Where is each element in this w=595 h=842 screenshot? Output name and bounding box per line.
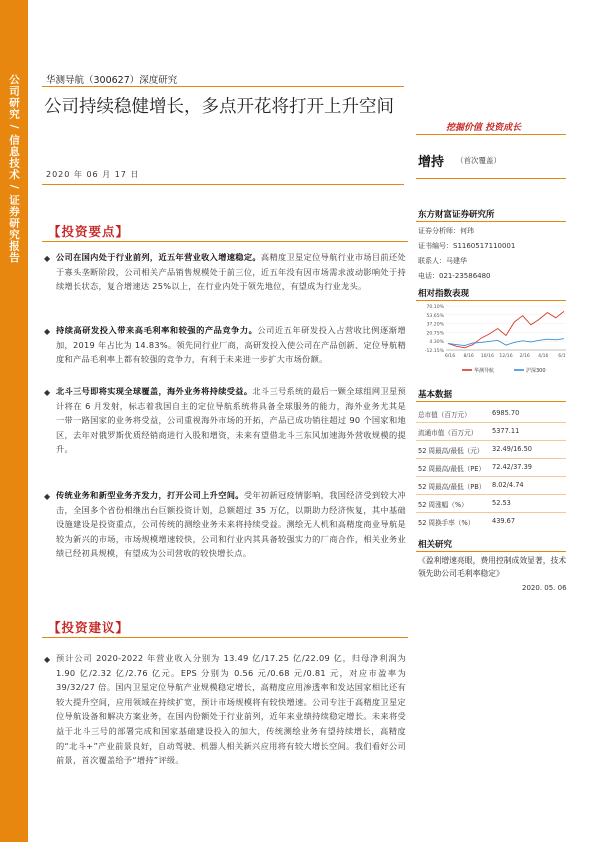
kv-divider (416, 440, 566, 441)
institute-divider (416, 221, 566, 222)
related-report-title[interactable]: 《盈利增速亮眼，费用控制成效显著，技术领先助公司毛利率稳定》 (418, 556, 567, 578)
list-item (44, 323, 406, 367)
page-title: 公司持续稳健增长，多点开花将打开上升空间 (44, 97, 394, 117)
chart-heading: 相对指数表现 (418, 289, 470, 299)
invest-points-title: 【投资要点】 (48, 224, 130, 239)
kv-divider (416, 494, 566, 495)
basic-data-divider (416, 401, 566, 402)
y-tick-label: 4.30% (429, 340, 444, 346)
kv-divider (416, 458, 566, 459)
list-item (44, 250, 406, 294)
kv-label: 52 周最高/最低（元） (418, 447, 484, 455)
legend-label: 沪深300 (526, 368, 546, 374)
invest-advice-divider (42, 637, 408, 638)
bullet-icon: ◆ (44, 327, 51, 336)
series-line (448, 339, 564, 346)
cert-number: 证书编号：S1160517110001 (418, 242, 516, 250)
basic-data-heading: 基本数据 (418, 390, 453, 400)
x-tick-label: 2/16 (519, 354, 530, 359)
bullet-icon: ◆ (44, 492, 51, 501)
invest-advice-text: 预计公司 2020-2022 年营业收入分别为 13.49 亿/17.25 亿/22.09 亿，归母净利润为 1.90 亿/2.32 亿/2.76 亿元。EPS 分别为 0.56 元/0.68 元/0.81 元，对应市盈率为 39/32/27 倍。国内卫星定位导航产业规模稳定增长，高精度应用渗透率和发达国家相比还有较大提升空间，应用领域在持续扩宽，预计市场规模将有较快增速。公司专注于高精度卫星定位导航设备和解决方案业务，在国内份额处于行业前列，近年来业绩持续稳定增长。未来将受益于北斗三号的部署完成和国家基础建设投入的加大，传统测绘业务有望持续增长，高精度的“北斗+”产业前景良好，自动驾驶、机器人相关新兴应用将有较大增长空间。我们看好公司前景，首次覆盖给予“增持”评级。 (56, 653, 406, 766)
contact: 联系人：马建华 (418, 257, 467, 265)
kv-divider (416, 422, 566, 423)
kv-label: 52 周涨幅（%） (418, 501, 468, 509)
list-item-text: 公司在国内处于行业前列，近五年营业收入增速稳定。高精度卫星定位导航行业市场目前还处于寡头垄断阶段，公司相关产品销售规模处于前三位，近五年没有因市场需求波动影响处于持续增长状态，复合增速达 25%以上，在行业内处于领先地位，有望成为行业龙头。 (56, 252, 406, 292)
kv-label: 52 周最高/最低（PB） (418, 483, 486, 491)
invest-advice-title: 【投资建议】 (48, 620, 130, 635)
kv-label: 52 周最高/最低（PE） (418, 465, 486, 473)
kv-divider (416, 512, 566, 513)
kv-label: 总市值（百万元） (418, 411, 471, 419)
x-tick-label: 12/16 (499, 354, 513, 359)
kv-divider (416, 476, 566, 477)
kv-value: 32.49/16.50 (492, 445, 532, 453)
bullet-icon: ◆ (44, 388, 51, 397)
kv-label: 流通市值（百万元） (418, 429, 478, 437)
bullet-icon: ◆ (44, 254, 51, 263)
chart-heading-divider (416, 300, 566, 301)
y-tick-label: 53.65% (426, 313, 444, 319)
y-tick-label: 20.75% (426, 331, 444, 337)
chart-svg (416, 302, 568, 378)
phone: 电话：021-23586480 (418, 272, 491, 280)
x-tick-label: 8/16 (463, 354, 474, 359)
y-tick-label: 70.10% (426, 305, 444, 310)
kv-value: 72.42/37.39 (492, 463, 532, 471)
report-type: 华测导航（300627）深度研究 (46, 75, 178, 86)
y-tick-label: -12.15% (424, 349, 444, 354)
sidebar-label: 公司研究 / 信息技术 / 证券研究报告 (8, 74, 20, 264)
invest-points-divider (42, 241, 408, 242)
list-item-text: 北斗三号即将实现全球覆盖，海外业务将持续受益。北斗三号系统的最后一颗全球组网卫星预计将在 6 月发射，标志着我国自主的定位导航系统将具备全球服务的能力，海外业务尤其是一带一路国家的业务将受益，公司重视海外市场的开拓，产品已成功销往超过 90 个国家和地区，去年对俄罗斯优质经销商进行入股和增资，未来有望借北斗三东风加速海外营收规模的提升。 (56, 386, 407, 455)
kv-value: 8.02/4.74 (492, 481, 524, 489)
kv-value: 52.53 (492, 499, 511, 507)
kv-value: 5377.11 (492, 427, 520, 435)
institute-name: 东方财富证券研究所 (418, 210, 495, 220)
date-divider (42, 184, 404, 185)
kv-value: 439.67 (492, 517, 516, 525)
y-tick-label: 37.20% (426, 322, 444, 328)
report-date: 2020 年 06 月 17 日 (46, 170, 140, 179)
related-heading: 相关研究 (418, 540, 453, 550)
x-tick-label: 6/1 (558, 354, 566, 359)
series-line (448, 311, 564, 347)
x-tick-label: 4/16 (538, 354, 549, 359)
related-report-date: 2020. 05. 06 (522, 584, 567, 592)
x-tick-label: 10/16 (480, 354, 494, 359)
list-item (44, 651, 406, 768)
list-item-text: 传统业务和新型业务齐发力，打开公司上升空间。受年初新冠疫情影响，我国经济受到较大冲击，全国多个省份相继出台巨额投资计划，总额超过 35 万亿，以期助力经济恢复，其中基础设施建设是投资重点，公司传统的测绘业务未来将持续受益。测绘无人机和高精度商业导航是较为新兴的市场，市场规模增速较快，公司和行业内其具备较强实力的厂商合作，相关业务业绩已经初具规模，有望成为公司营收的较快增长点。 (56, 490, 406, 559)
bullet-icon: ◆ (44, 655, 51, 664)
relative-index-chart (416, 302, 568, 378)
list-item (44, 384, 406, 457)
kv-label: 52 周换手率（%） (418, 519, 475, 527)
legend-label: 华测导航 (474, 368, 495, 374)
slogan: 挖掘价值 投资成长 (446, 123, 522, 133)
rating: 增持 (418, 155, 445, 170)
header-divider (42, 86, 404, 87)
left-sidebar (0, 0, 28, 842)
x-tick-label: 6/16 (444, 354, 456, 359)
slogan-divider (416, 134, 566, 135)
kv-value: 6985.70 (492, 409, 520, 417)
list-item-text: 持续高研发投入带来高毛利率和较强的产品竞争力。公司近五年研发投入占营收比例逐渐增加，2019 年占比为 14.83%。领先同行业厂商，高研发投入使公司在产品创新、定位导航精度和产品毛利率上都有较强的竞争力，有利于未来进一步扩大市场份额。 (56, 325, 406, 365)
list-item (44, 488, 406, 561)
analyst: 证券分析师：何玮 (418, 227, 474, 235)
rating-note: （首次覆盖） (456, 156, 501, 165)
related-divider (416, 551, 566, 552)
rating-divider (416, 178, 566, 179)
